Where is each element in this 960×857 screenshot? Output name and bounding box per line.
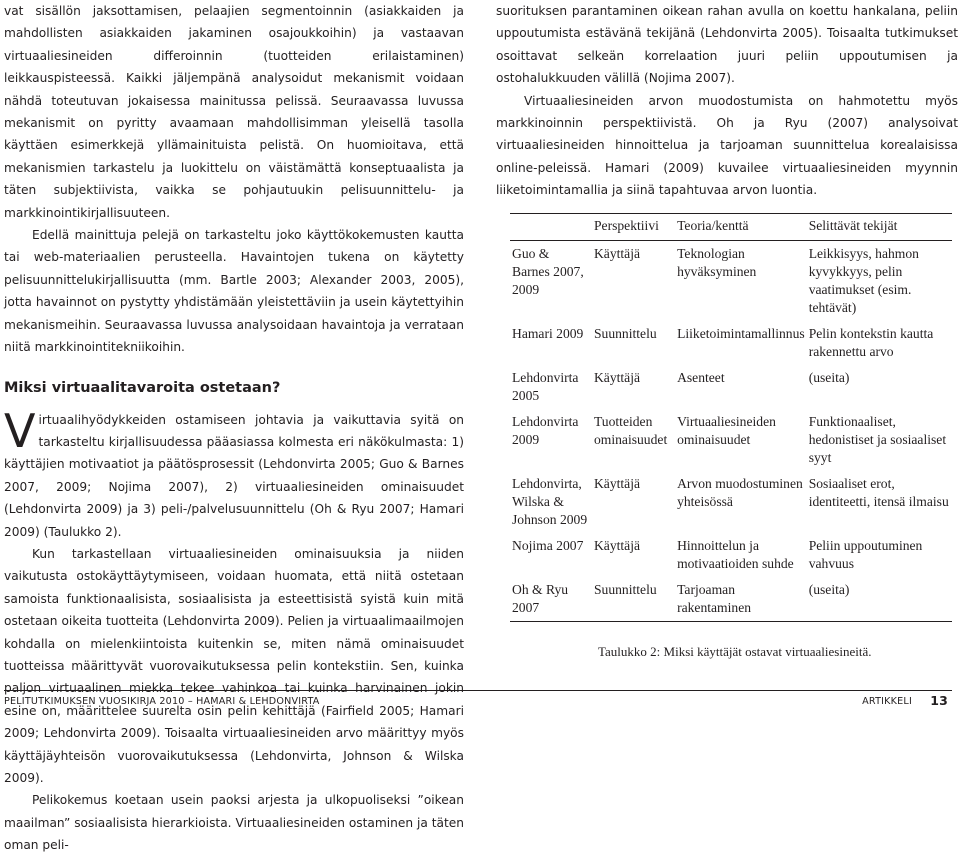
table-row (510, 409, 952, 471)
footer-publication: PELITUTKIMUKSEN VUOSIKIRJA 2010 – HAMARI & LEHDONVIRTA (4, 696, 320, 707)
page-footer (4, 690, 952, 708)
page-number: 13 (930, 693, 948, 708)
table-row (510, 321, 952, 365)
table-cell: Lehdonvirta 2009 (512, 414, 579, 447)
table-cell: Funktionaaliset, hedonistiset ja sosiaaliset syyt (808, 414, 947, 465)
table-cell: Leikkisyys, hahmon kyvykkyys, pelin vaatimukset (esim. tehtävät) (808, 246, 919, 315)
drop-cap: V (4, 403, 36, 458)
intro-text: irtuaalihyödykkeiden ostamiseen johtavia ja vaikuttavia syitä on tarkasteltu kirjallisuudessa pääasiassa kolmesta eri näkökulmasta: 1) käyttäjien motivaatiot ja päätösprosessit (Lehdonvirta 2005; Guo & Barnes 2007, 2009; Nojima 2007), 2) virtuaaliesineiden ominaisuudet (Lehdonvirta 2009) ja 3) peli-/palvelusuunnittelu (Oh & Ryu 2007; Hamari 2009) (Taulukko 2). (4, 412, 464, 539)
table-cell: Tarjoaman rakentaminen (677, 582, 752, 615)
table-header-cell: Perspektiivi (593, 218, 659, 233)
table-cell: Asenteet (677, 370, 725, 385)
table-cell: Lehdonvirta, Wilska & Johnson 2009 (512, 476, 588, 527)
table-container (510, 213, 952, 622)
table-header-cell: Selittävät tekijät (808, 218, 898, 233)
paragraph: vat sisällön jaksottamisen, pelaajien segmentoinnin (asiakkaiden ja mahdollisten asiakkaiden jakaminen osajoukkoihin) ja vastaavan virtuaaliesineiden differoinnin (tuotteiden erilaistaminen) leikkauspisteessä. Kaikki jäljempänä analysoidut mekanismit voidaan nähdä toteutuvan jokaisessa mainitussa pelissä. Seuraavassa luvussa mekanismit on pyritty avaamaan mahdollisimman yleisellä tasolla käyttäen esimerkkejä yllämainituista pelistä. On huomioitava, että mekanismien tarkastelu ja luokittelu on väistämättä konseptuaalista ja täten subjektiivista, vaikka se pohjautuukin pelisuunnittelu- ja markkinointikirjallisuuteen. (4, 4, 464, 220)
table-cell: Peliin uppoutuminen vahvuus (808, 538, 923, 571)
table-cell: Suunnittelu (593, 326, 657, 341)
table-row (510, 533, 952, 577)
table-header-row (510, 214, 952, 241)
table-cell: Käyttäjä (593, 476, 641, 491)
table-cell: Käyttäjä (593, 246, 641, 261)
left-column (4, 0, 464, 857)
paragraph-intro (4, 403, 464, 543)
table-cell: Liiketoimintamallinnus (677, 326, 805, 341)
table-row (510, 241, 952, 322)
table-cell: Suunnittelu (593, 582, 657, 597)
table-cell: Arvon muodostuminen yhteisössä (677, 476, 803, 509)
footer-section: ARTIKKELI (862, 696, 912, 707)
table-header-cell (510, 214, 592, 241)
paragraph: Edellä mainittuja pelejä on tarkasteltu joko käyttökokemusten kautta tai web-materiaalien perusteella. Havaintojen tukena on käytetty pelisuunnittelukirjallisuutta (mm. Bartle 2003; Alexander 2003, 2005), jotta havainnot on pystytty yhdistämään yleistettäviin ja usein käytettyihin mekanismeihin. Seuraavassa luvussa analysoidaan havaintoja ja verrataan niitä markkinointitekniikoihin. (4, 228, 464, 355)
table-cell: Sosiaaliset erot, identiteetti, itensä ilmaisu (808, 476, 949, 509)
table-cell: Oh & Ryu 2007 (512, 582, 569, 615)
table-cell: (useita) (808, 582, 850, 597)
table-cell: Hamari 2009 (512, 326, 584, 341)
paragraph: suorituksen parantaminen oikean rahan avulla on koettu hankalana, peliin uppoutumista estävänä tekijänä (Lehdonvirta 2005). Toisaalta tutkimukset osoittavat selkeän korrelaation juuri peliin uppoutumisen ja ostohalukkuuden välillä (Nojima 2007). (496, 4, 958, 86)
table-cell: Tuotteiden ominaisuudet (593, 414, 668, 447)
paragraph: Virtuaaliesineiden arvon muodostumista on hahmotettu myös markkinoinnin perspektiivistä. Oh ja Ryu (2007) analysoivat virtuaaliesineiden hinnoittelua ja tarjoaman suunnittelua korealaisissa online-peleissä. Hamari (2009) kuvailee virtuaaliesineiden myynnin liiketoimintamallia ja siinä tapahtuvaa arvon luontia. (496, 93, 958, 198)
table-cell: Käyttäjä (593, 370, 641, 385)
table-cell: (useita) (808, 370, 850, 385)
table-cell: Hinnoittelun ja motivaatioiden suhde (677, 538, 794, 571)
table-header-cell: Teoria/kenttä (677, 218, 749, 233)
table-cell: Virtuaaliesineiden ominaisuudet (677, 414, 776, 447)
table-cell: Teknologian hyväksyminen (677, 246, 757, 279)
reasons-table (510, 213, 952, 622)
table-cell: Nojima 2007 (512, 538, 584, 553)
table-row (510, 577, 952, 622)
table-row (510, 471, 952, 533)
paragraph: Pelikokemus koetaan usein paoksi arjesta ja ulkopuoliseksi ”oikean maailman” sosiaalisista hierarkioista. Virtuaaliesineiden ostaminen ja täten oman peli- (4, 793, 464, 853)
right-column (496, 0, 958, 202)
section-heading: Miksi virtuaalitavaroita ostetaan? (4, 379, 281, 396)
table-cell: Pelin kontekstin kautta rakennettu arvo (808, 326, 934, 359)
table-caption: Taulukko 2: Miksi käyttäjät ostavat virtuaaliesineitä. (598, 644, 872, 659)
table-row (510, 365, 952, 409)
paragraph: Kun tarkastellaan virtuaaliesineiden ominaisuuksia ja niiden vaikutusta ostokäyttäytymiseen, voidaan huomata, että niitä ostetaan samoista funktionaalisista, sosiaalisista ja esteettisistä syistä kuin mitä ostetaan oikeita tuotteita (Lehdonvirta 2009). Pelien ja virtuaalimaailmojen kohdalla on mielenkiintoista kuitenkin se, miten nämä ominaisuudet tuotteissa määrittyvät vuorovaikutuksessa pelin kontekstiin. Sen, kuinka paljon virtuaalinen miekka tekee vahinkoa tai kuinka harvinainen jokin esine on, määrittelee suurelta osin pelin kehittäjä (Fairfield 2005; Hamari 2009; Lehdonvirta 2009). Toisaalta virtuaaliesineiden arvo määrittyy myös käyttäjäyhteisön vuorovaikutuksessa (Lehdonvirta, Johnson & Wilska 2009). (4, 546, 464, 785)
table-cell: Guo & Barnes 2007, 2009 (512, 246, 584, 297)
table-cell: Lehdonvirta 2005 (512, 370, 579, 403)
table-cell: Käyttäjä (593, 538, 641, 553)
